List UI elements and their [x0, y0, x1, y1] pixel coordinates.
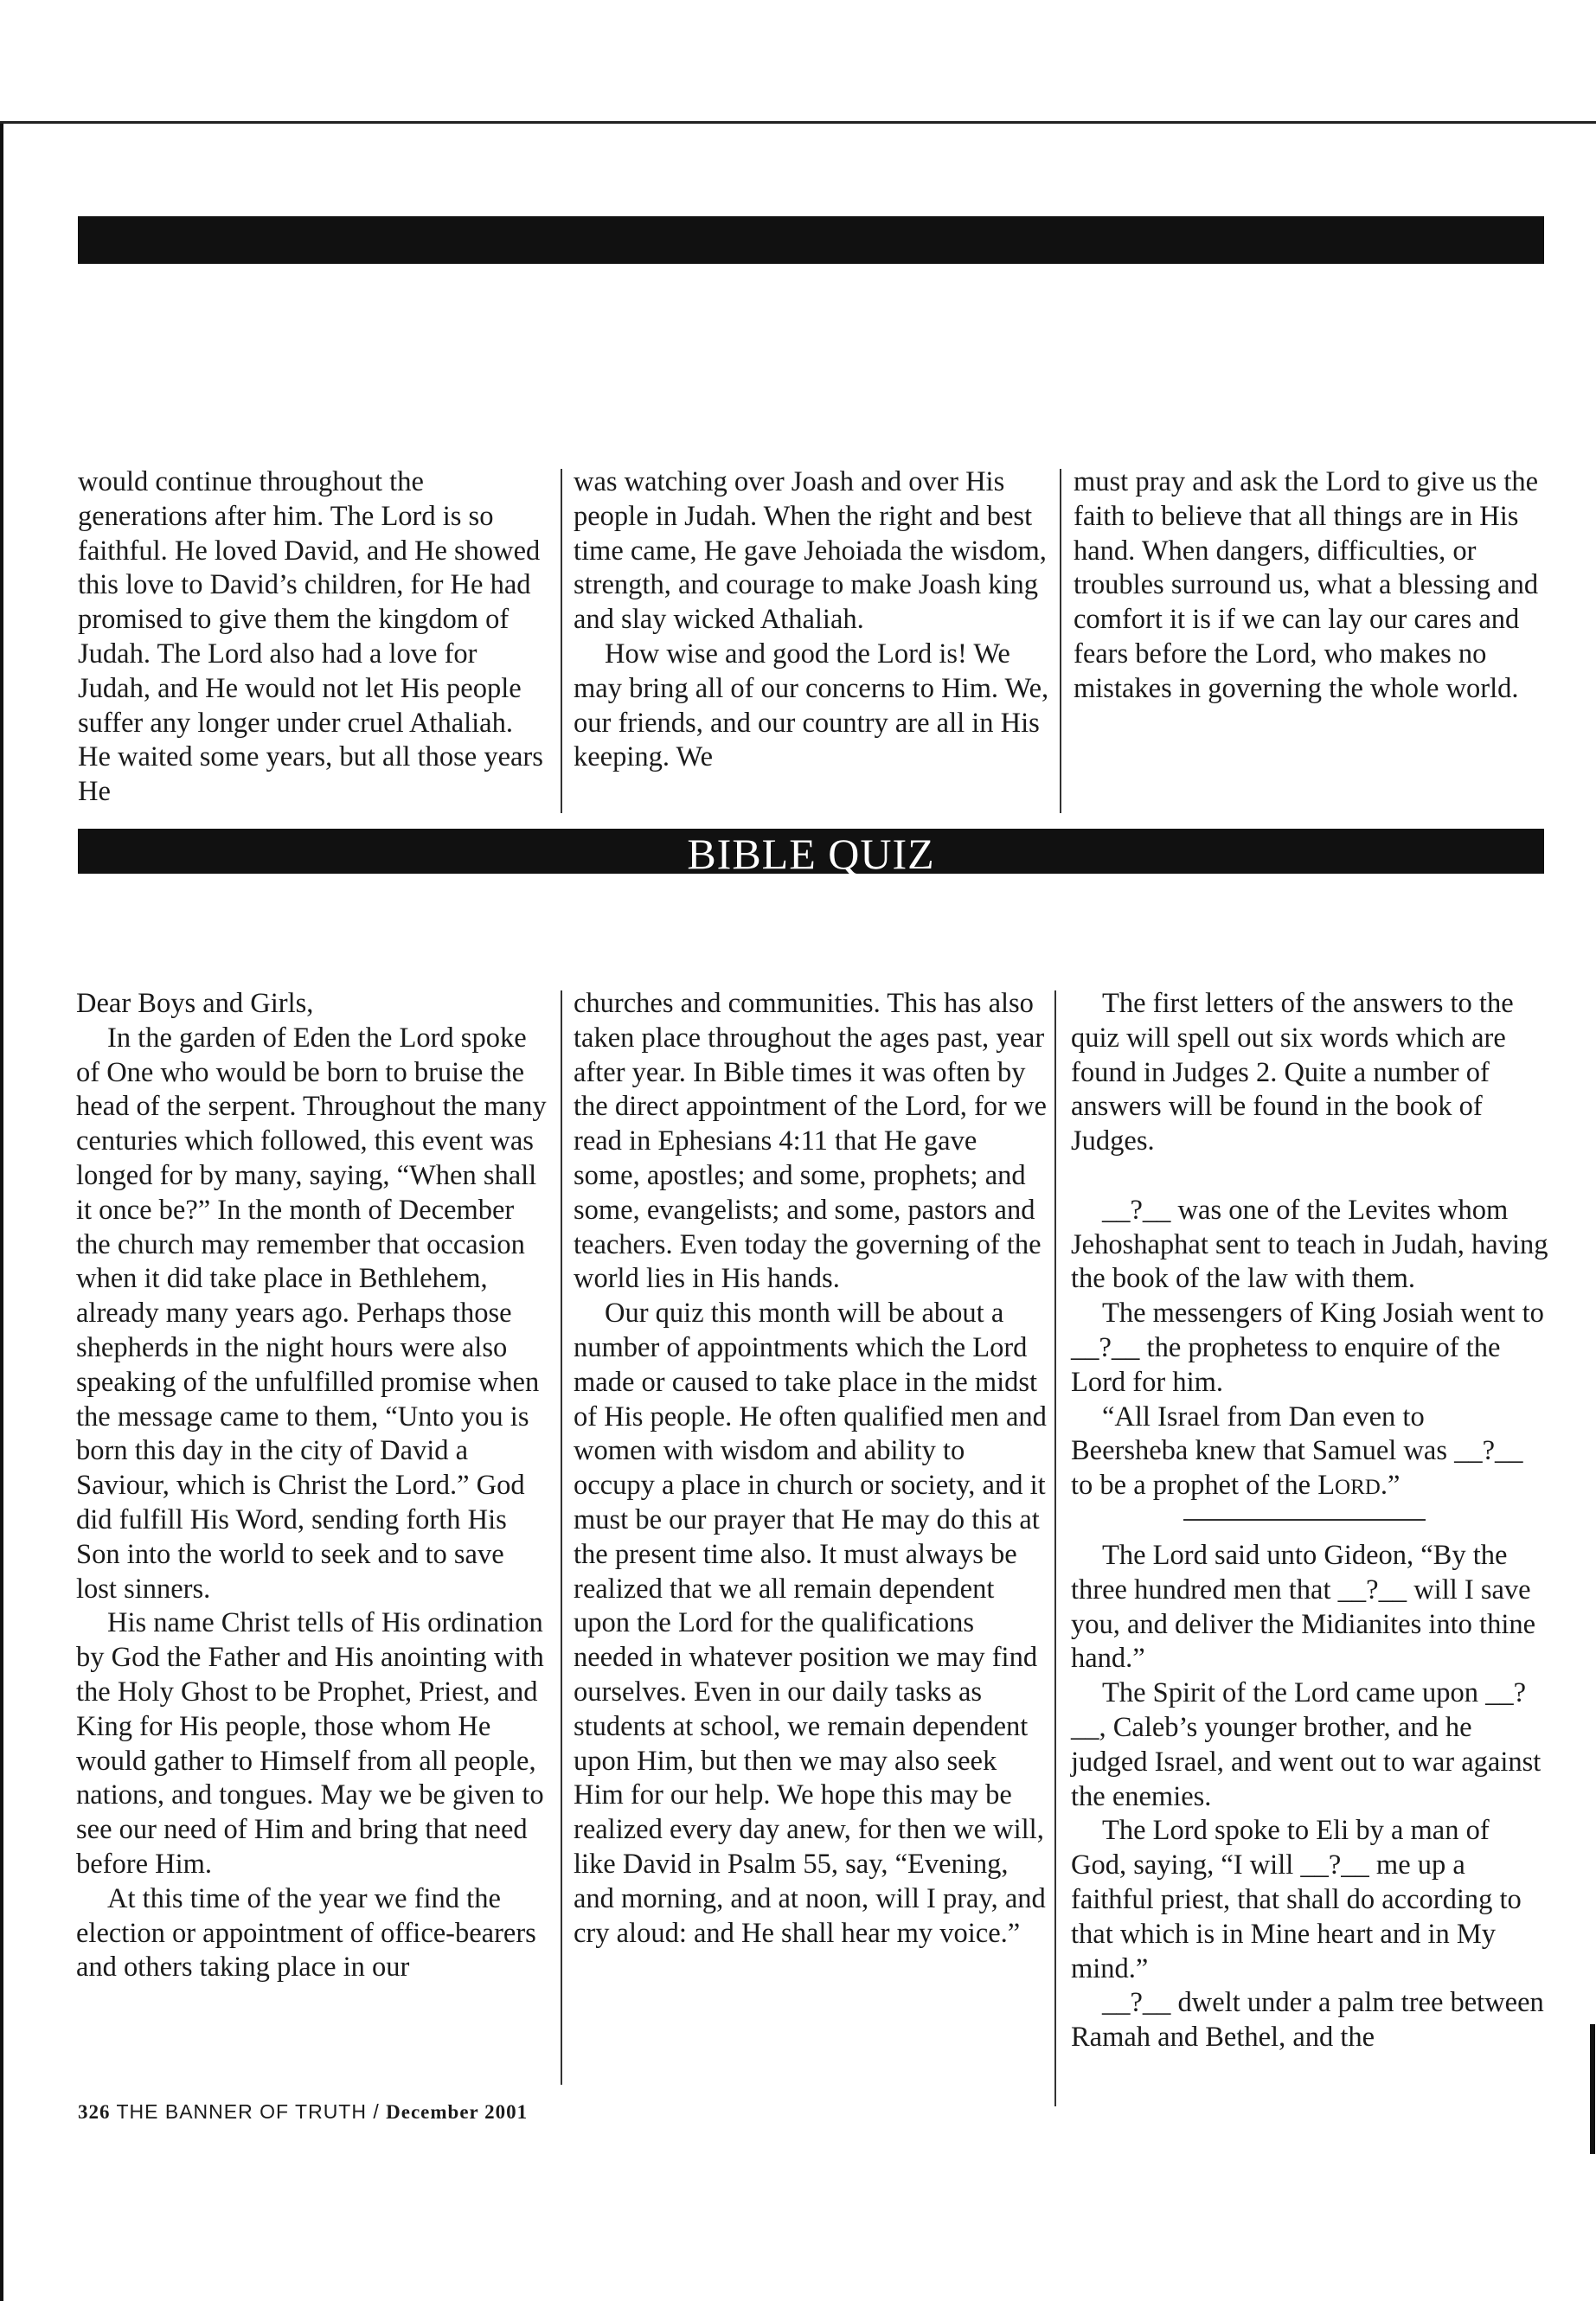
- lord-initial: L: [1317, 1470, 1336, 1502]
- paragraph: At this time of the year we find the election or appointment of office-bearers and others taking place in our: [76, 1882, 536, 1984]
- quiz-question: [1071, 1400, 1548, 1505]
- quiz-question: __?__ was one of the Levites whom Jehoshaphat sent to teach in Judah, having the book of the law with them.: [1071, 1194, 1548, 1295]
- column-divider: [561, 990, 562, 2085]
- paragraph: was watching over Joash and over His people in Judah. When the right and best time came, He gave Jehoiada the wisdom, strength, and courage to make Joash king and slay wicked Athaliah.: [574, 466, 1047, 636]
- quiz-title-band: [78, 829, 1544, 878]
- spacer: [1071, 1159, 1548, 1194]
- quiz-question-text: “All Israel from Dan even to Beersheba knew that Samuel was __?__ to be a prophet of the: [1071, 1400, 1523, 1502]
- paragraph: would continue throughout the generations after him. The Lord is so faithful. He loved David, and He showed this love to David’s children, for He had promised to give them the kingdom of Judah. The Lord also had a love for Judah, and He would not let His people suffer any longer under cruel Athaliah. He waited some years, but all those years He: [78, 466, 543, 808]
- top-rule: [0, 121, 1596, 124]
- paragraph: Our quiz this month will be about a number of appointments which the Lord made or caused to take place in the midst of His people. He often qualified men and women with wisdom and ability to occupy a place in church or society, and it must be our prayer that He may do this at the present time also. It must always be realized that we all remain dependent upon the Lord for the qualifications needed in whatever position we may find ourselves. Even in our daily tasks as students at school, we remain dependent upon Him, but then we may also seek Him for our help. We hope this may be realized every day anew, for then we will, like David in Psalm 55, say, “Evening, and morning, and at noon, will I pray, and cry aloud: and He shall hear my voice.”: [574, 1298, 1047, 1949]
- quiz-column-1: [76, 987, 547, 1985]
- right-edge-mark: [1590, 2024, 1595, 2154]
- lord-small-caps: ORD: [1335, 1476, 1381, 1500]
- quiz-column-2: [574, 987, 1048, 1951]
- paragraph: churches and communities. This has also taken place throughout the ages past, year after year. In Bible times it was often by the direct appointment of the Lord, for we read in Ephesians 4:11 that He gave some, apostles; and some, prophets; and some, evangelists; and some, pastors and teachers. Even today the governing of the world lies in His hands.: [574, 988, 1047, 1295]
- paragraph: In the garden of Eden the Lord spoke of One who would be born to bruise the head of the serpent. Throughout the many centuries which followed, this event was longed for by many, saying, “When shall it once be?” In the month of December the church may remember that occasion when it did take place in Bethlehem, already many years ago. Perhaps those shepherds in the night hours were also speaking of the unfulfilled promise when the message came to them, “Unto you is born this day in the city of David a Saviour, which is Christ the Lord.” God did fulfill His Word, sending forth His Son into the world to seek and to save lost sinners.: [76, 1022, 547, 1605]
- quiz-question: The Spirit of the Lord came upon __?__, Caleb’s younger brother, and he judged Israel, and went out to war against the enemies.: [1071, 1677, 1542, 1812]
- column-divider: [1060, 469, 1061, 813]
- salutation: Dear Boys and Girls,: [76, 988, 314, 1019]
- section-rule: [1183, 1519, 1426, 1521]
- top-column-3: [1074, 465, 1549, 707]
- issue-date: December 2001: [386, 2101, 529, 2123]
- page-number: 326: [78, 2101, 111, 2123]
- paragraph: His name Christ tells of His ordination by God the Father and His anointing with the Holy Ghost to be Prophet, Priest, and King for His people, those whom He would gather to Himself from all people, nations, and tongues. May we be given to see our need of Him and bring that need before Him.: [76, 1607, 544, 1880]
- top-column-1: [78, 465, 545, 810]
- quiz-question-end: .”: [1380, 1470, 1401, 1502]
- quiz-question: The Lord said unto Gideon, “By the three hundred men that __?__ will I save you, and deliver the Midianites into thine hand.”: [1071, 1539, 1536, 1675]
- quiz-question: The Lord spoke to Eli by a man of God, saying, “I will __?__ me up a faithful priest, that shall do according to that which is in Mine heart and in My mind.”: [1071, 1815, 1522, 1984]
- paragraph: must pray and ask the Lord to give us the faith to believe that all things are in His hand. When dangers, difficulties, or troubles surround us, what a blessing and comfort it is if we can lay our cares and fears before the Lord, who makes no mistakes in governing the whole world.: [1074, 466, 1539, 704]
- quiz-title: BIBLE QUIZ: [687, 830, 935, 878]
- publication-name: THE BANNER OF TRUTH: [116, 2100, 367, 2123]
- column-divider: [1054, 990, 1056, 2106]
- header-band: [78, 216, 1544, 264]
- quiz-column-3: [1071, 987, 1548, 2055]
- paragraph: How wise and good the Lord is! We may bring all of our concerns to Him. We, our friends, and our country are all in His keeping. We: [574, 638, 1049, 773]
- quiz-question: __?__ dwelt under a palm tree between Ramah and Bethel, and the: [1071, 1987, 1544, 2054]
- quiz-question: The messengers of King Josiah went to __?__ the prophetess to enquire of the Lord for him.: [1071, 1298, 1544, 1398]
- footer-separator: /: [373, 2100, 380, 2123]
- page-footer: [78, 2100, 528, 2124]
- column-divider: [561, 469, 562, 813]
- quiz-intro: The first letters of the answers to the quiz will spell out six words which are found in Judges 2. Quite a number of answers will be found in the book of Judges.: [1071, 988, 1514, 1157]
- top-column-2: [574, 465, 1058, 775]
- page-left-edge: [0, 121, 3, 2301]
